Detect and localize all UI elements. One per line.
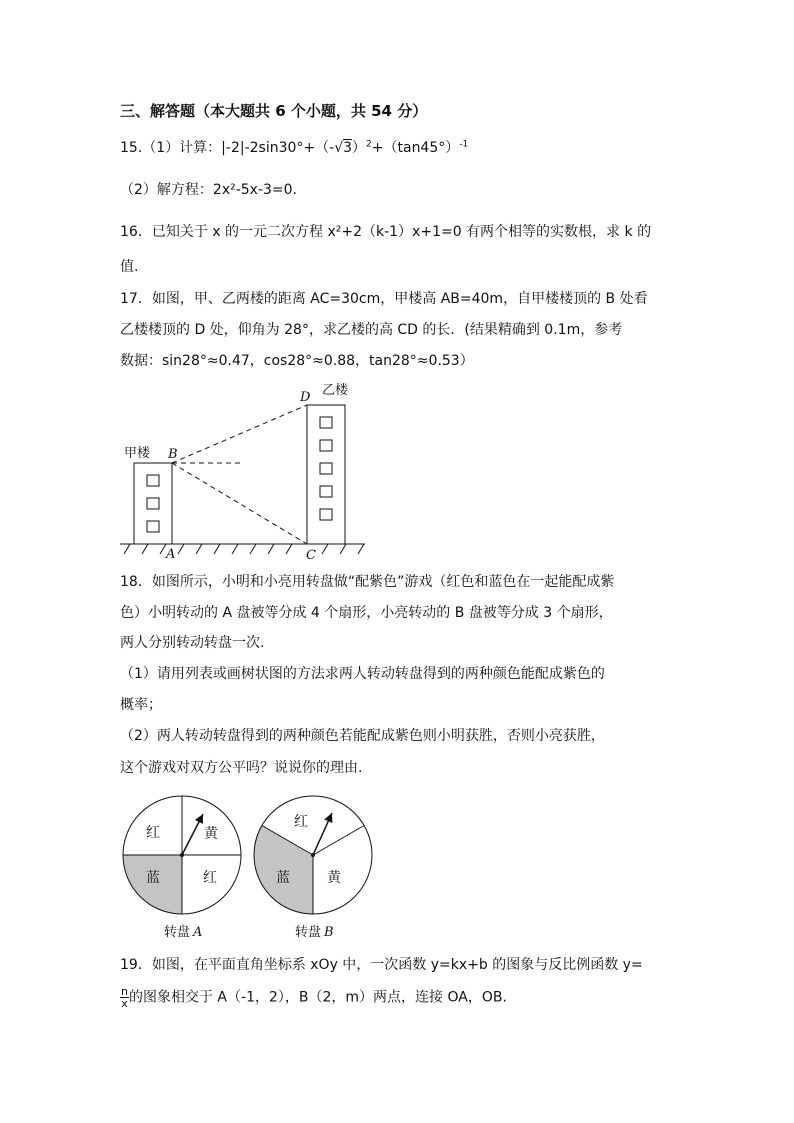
q16-line2: 值. [120,259,139,275]
spinner-a-sector-label: 红 [146,825,160,841]
spinner-a-pointer [182,814,203,855]
fraction-denominator: x [121,997,128,1010]
point-b-label: B [168,447,178,462]
q19-line1: 19．如图，在平面直角坐标系 xOy 中，一次函数 y=kx+b 的图象与反比例函数 y= [120,957,643,973]
spinner-b-sector-label: 蓝 [276,870,290,886]
q15-exponent-neg1: -1 [459,139,469,150]
spinner-b-caption-letter: B [324,925,334,940]
spinner-a-caption-letter: A [193,925,203,940]
q17-line2: 乙楼楼顶的 D 处，仰角为 28°，求乙楼的高 CD 的长．(结果精确到 0.1m，参考 [120,322,623,338]
sqrt-symbol: √ [334,140,344,156]
label-jia: 甲楼 [124,446,151,461]
q15-part2: （2）解方程：2x²-5x-3=0. [120,182,298,198]
q18-line5: 概率； [120,697,162,713]
q15-part1-expr-d: +（tan45°） [371,140,460,156]
spinner-b-caption-text: 转盘 [295,925,322,940]
q15-part1-expr-c: ） [352,140,367,156]
q19-line2-text: 的图象相交于 A（-1，2），B（2，m）两点，连接 OA，OB. [128,989,507,1006]
dashed-lines [172,405,307,544]
spinner-b-sector-label: 红 [294,814,308,830]
sqrt-radicand: 3 [343,140,353,156]
q18-line1: 18．如图所示，小明和小亮用转盘做“配紫色”游戏（红色和蓝色在一起能配成紫 [120,574,615,590]
fraction-numerator: n [121,985,128,998]
q18-line6: （2）两人转动转盘得到的两种颜色若能配成紫色则小明获胜，否则小亮获胜， [120,728,605,744]
point-d-label: D [300,390,311,405]
point-c-label: C [306,548,316,563]
spinner-a-caption-text: 转盘 [164,925,191,940]
point-a-label: A [166,547,176,562]
ground-line [120,544,365,554]
q18-line7: 这个游戏对双方公平吗？说说你的理由. [120,760,363,776]
fraction-n-over-x [120,986,129,1009]
spinner-a-hub [180,853,184,857]
q15-part1-prefix: 15.（1）计算： [120,140,222,156]
section-title: 三、解答题（本大题共 6 个小题，共 54 分） [120,102,428,120]
spinner-b-sector-label: 黄 [327,870,341,886]
q19-line2 [120,986,507,1009]
spinners-figure [118,790,378,946]
spinner-b-caption [295,925,334,940]
q15-part1 [120,138,468,158]
spinner-a-caption [164,925,202,940]
buildings-figure [110,378,370,568]
spinner-a-sector-label: 红 [203,870,217,886]
q17-line3: 数据：sin28°≈0.47，cos28°≈0.88，tan28°≈0.53） [120,353,474,369]
label-yi: 乙楼 [322,383,349,398]
spinner-b-divider [313,826,364,856]
q17-line1: 17．如图，甲、乙两楼的距离 AC=30cm，甲楼高 AB=40m，自甲楼楼顶的 B 处看 [120,291,648,307]
spinner-b-hub [311,853,315,857]
q16-line1: 16．已知关于 x 的一元二次方程 x²+2（k-1）x+1=0 有两个相等的实数根，求 k 的 [120,224,652,240]
spinner-a-sector-label: 黄 [204,826,218,842]
q18-line3: 两人分别转动转盘一次. [120,635,265,651]
q15-part1-expr-a: |-2|-2sin30°+（- [221,140,335,156]
spinner-a-sector-label: 蓝 [146,870,160,886]
q18-line2: 色）小明转动的 A 盘被等分成 4 个扇形，小亮转动的 B 盘被等分成 3 个扇形， [120,605,613,621]
q18-line4: （1）请用列表或画树状图的方法求两人转动转盘得到的两种颜色能配成紫色的 [120,666,605,682]
q15-exponent-2: 2 [366,139,372,150]
spinner-b-pointer [313,813,332,855]
